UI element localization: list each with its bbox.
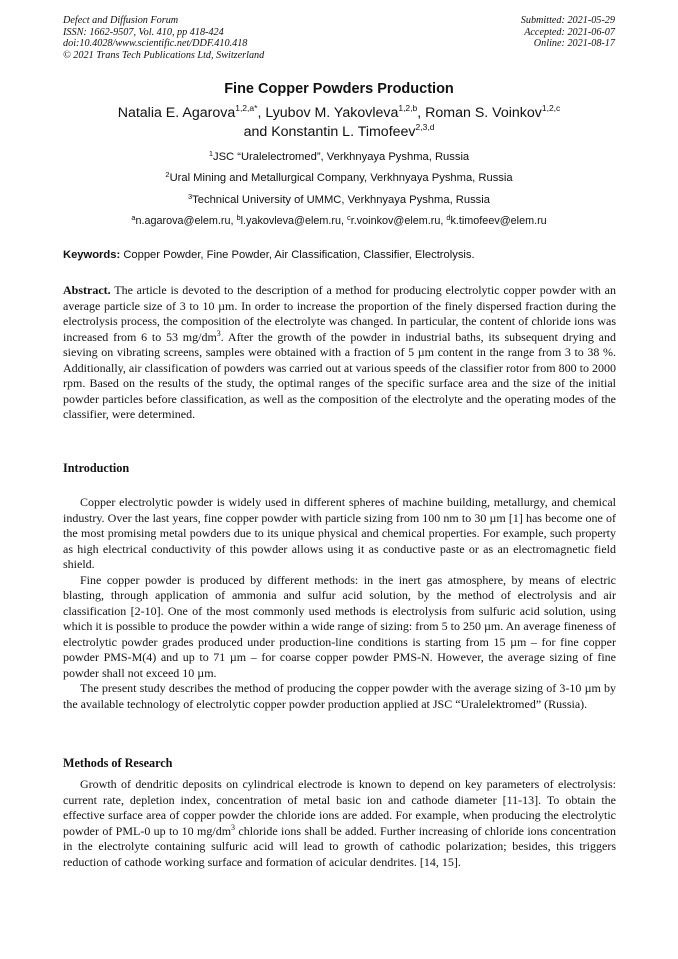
email-list: $^a$n.agarova@elem.ru, $^b$l.yakovleva@elem.ru, $^c$r.voinkov@elem.ru, $^d$k.timofeev@elem.ru bbox=[131, 213, 547, 227]
methods-body bbox=[63, 777, 616, 870]
dates-header bbox=[521, 15, 615, 50]
journal-doi: doi:10.4028/www.scientific.net/DDF.410.418 bbox=[63, 38, 248, 49]
author-sup: 1,2,b bbox=[398, 103, 418, 113]
journal-issn: ISSN: 1662-9507, Vol. 410, pp 418-424 bbox=[63, 26, 224, 38]
affiliation-sup: 3 bbox=[188, 192, 193, 201]
email-sup: d bbox=[446, 213, 451, 222]
paragraph: The present study describes the method of producing the copper powder with the average sizing of 3-10 µm by the available technology of electrolytic copper powder production applied at JSC “Uralelektromed” (Russia). bbox=[63, 681, 616, 711]
author-sup: 2,3,d bbox=[415, 122, 435, 132]
section-heading-introduction: Introduction bbox=[63, 461, 130, 475]
abstract-text: The article is devoted to the description of a method for producing electrolytic copper powder with an average particle size of 3 to 10 µm. In order to increase the proportion of the finely dispersed fraction during the electrolysis process, the composition of the electrolyte was changed. In particular, the content of chloride ions was increased from 6 to 53 mg/dm bbox=[63, 283, 616, 344]
paragraph bbox=[63, 777, 616, 870]
online-date: Online: 2021-08-17 bbox=[533, 38, 615, 49]
paragraph: Fine copper powder is produced by different methods: in the inert gas atmosphere, by means of electric blasting, through application of ammonia and sulfur acid solution, by the method of electrolysis and air classification [2-10]. One of the most commonly used methods is electrolysis from sulfuric acid solution, using which it is possible to produce the powder within a wide range of sizing: from 5 to 250 µm. An average fineness of electrolytic powder grades produced under production-line conditions is starting from 15 µm – for fine copper powder PMS-M(4) and up to 71 µm – for coarse copper powder PMS-N. However, the average sizing of fine powder shall not exceed 10 µm. bbox=[63, 572, 616, 680]
affiliation-text: JSC “Uralelectromed”, Verkhnyaya Pyshma, Russia bbox=[213, 151, 470, 163]
author-name: Roman S. Voinkov bbox=[425, 105, 542, 121]
paper-title: Fine Copper Powders Production bbox=[224, 81, 454, 97]
author-name: Lyubov M. Yakovleva bbox=[265, 105, 399, 121]
affiliation bbox=[0, 194, 678, 206]
author-name: Natalia E. Agarova bbox=[117, 105, 236, 121]
section-heading-methods: Methods of Research bbox=[63, 756, 173, 770]
email-link[interactable]: r.voinkov@elem.ru bbox=[350, 215, 441, 227]
journal-copyright: © 2021 Trans Tech Publications Ltd, Switzerland bbox=[63, 49, 265, 61]
affiliation-text: Ural Mining and Metallurgical Company, Verkhnyaya Pyshma, Russia bbox=[169, 172, 513, 184]
keywords-label: Keywords: bbox=[63, 249, 121, 261]
affiliation bbox=[0, 151, 678, 163]
author-joiner: and bbox=[243, 124, 268, 140]
email-sup: a bbox=[131, 213, 136, 222]
submitted-date: Submitted: 2021-05-29 bbox=[520, 15, 615, 26]
affiliation-sup: 1 bbox=[208, 149, 213, 158]
author-name: Konstantin L. Timofeev bbox=[271, 124, 416, 140]
paragraph: Copper electrolytic powder is widely used in different spheres of machine building, metallurgy, and chemical industry. Over the last years, fine copper powder with particle sizing from 100 nm to 30 µm [1] has become one of the most promising metal powders due to its unique physical and chemical properties. For example, such property as high electrical conductivity of this powder allows using it as conductive paste or as an electromagnetic field shield. bbox=[63, 495, 616, 571]
affiliation-text: Technical University of UMMC, Verkhnyaya Pyshma, Russia bbox=[192, 194, 490, 206]
methods-text: Growth of dendritic deposits on cylindrical electrode is known to depend on key parameters of electrolysis: current rate, depletion index, concentration of metal basic ion and cathode diameter [11-13]. To obtain the effective surface area of copper powder the chloride ions are added. For example, when producing the electrolytic powder of PML-0 up to 10 mg/dm bbox=[63, 777, 616, 838]
author-sup: 1,2,a* bbox=[235, 103, 258, 113]
methods-sup: 3 bbox=[231, 822, 236, 832]
abstract-text-cont: . After the growth of the powder in industrial baths, its subsequent drying and sieving on vibrating screens, samples were obtained with a fraction of 5 µm content in the range from 3 to 38 %. Additionally, air classification of powders was carried out at various speeds of the classifier rotor from 800 to 2000 rpm. Based on the results of the study, the optimal ranges of the specific surface area and the size of the initial powder particles before classification, as well as the composition of the electrolyte and the operating modes of the classifier, were determined. bbox=[63, 329, 616, 421]
affiliation bbox=[0, 172, 678, 184]
journal-name: Defect and Diffusion Forum bbox=[63, 15, 179, 26]
email-link[interactable]: n.agarova@elem.ru bbox=[135, 215, 231, 227]
keywords bbox=[63, 249, 616, 261]
author-list: Natalia E. Agarova$^{1,2,a*}$, Lyubov M. Yakovleva$^{1,2,b}$, Roman S. Voinkov$^{1,2,c}$ and Konstantin L. Timofeev$^{2,3,d}$ bbox=[117, 103, 561, 140]
journal-header bbox=[63, 15, 264, 61]
email-sup: b bbox=[236, 213, 241, 222]
introduction-body bbox=[63, 495, 616, 712]
email-link[interactable]: k.timofeev@elem.ru bbox=[450, 215, 547, 227]
abstract-label: Abstract. bbox=[63, 283, 111, 297]
email-sup: c bbox=[347, 213, 351, 222]
abstract bbox=[63, 283, 616, 423]
affiliation-sup: 2 bbox=[165, 170, 170, 179]
email-link[interactable]: l.yakovleva@elem.ru bbox=[240, 215, 342, 227]
abstract-sup: 3 bbox=[216, 328, 221, 338]
methods-text-cont: chloride ions shall be added. Further increasing of chloride ions concentration in the electrolyte containing sulfuric acid will lead to growth of cathodic polarization; besides, this triggers reduction of cathode working surface and formation of acicular dendrites. [14, 15]. bbox=[63, 823, 616, 869]
author-sup: 1,2,c bbox=[541, 103, 561, 113]
accepted-date: Accepted: 2021-06-07 bbox=[524, 26, 615, 38]
keywords-text: Copper Powder, Fine Powder, Air Classification, Classifier, Electrolysis. bbox=[123, 249, 475, 261]
